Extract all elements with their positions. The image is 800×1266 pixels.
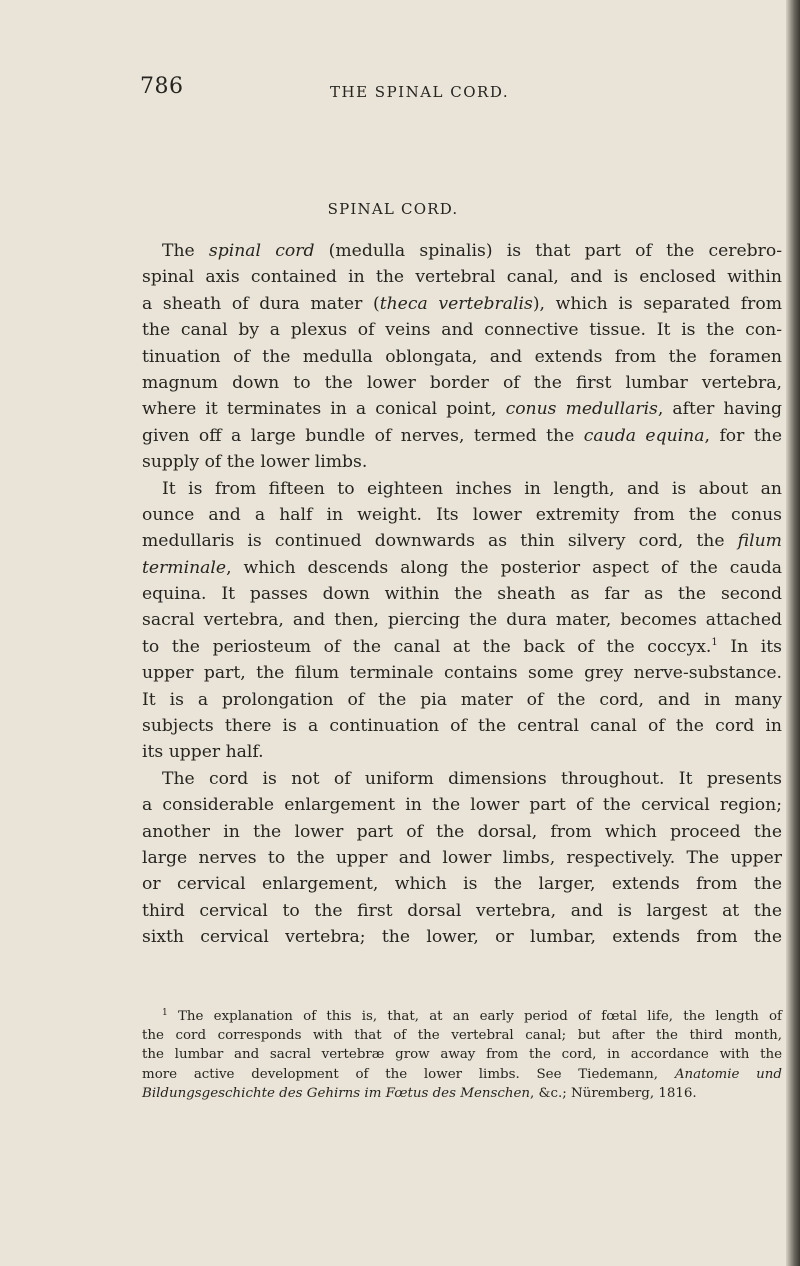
body-line (142, 924, 782, 950)
body-line (142, 845, 782, 871)
text-run: sixth cervical vertebra; the lower, or lumbar, extends from the (142, 927, 782, 948)
footnote-line (142, 1045, 782, 1064)
body-line (142, 687, 782, 713)
body-line (142, 291, 782, 317)
text-run: The (162, 241, 209, 261)
section-title: SPINAL CORD. (327, 200, 459, 218)
text-run: , &c.; Nüremberg, 1816. (530, 1085, 697, 1101)
body-line (142, 449, 782, 475)
footnote-marker: 1 (711, 636, 718, 648)
body-line (142, 344, 782, 370)
italic-term: terminale (142, 557, 227, 578)
body-line (142, 792, 782, 818)
body-line (142, 819, 782, 845)
italic-term: conus medullaris (505, 399, 658, 420)
body-line (142, 396, 782, 422)
body-line (142, 713, 782, 739)
text-run: its upper half. (142, 742, 264, 763)
text-run: a considerable enlargement in the lower part of the cervical region; (142, 795, 782, 816)
body-line (142, 238, 782, 264)
italic-term: spinal cord (208, 241, 315, 261)
text-run: the cord corresponds with that of the vertebral canal; but after the third month, (142, 1028, 782, 1044)
body-line (142, 502, 782, 528)
text-run: subjects there is a continuation of the central canal of the cord in (142, 716, 782, 737)
body-line (142, 264, 782, 290)
page-number: 786 (140, 74, 184, 99)
italic-term: filum (737, 531, 782, 552)
body-line (142, 528, 782, 554)
running-head: THE SPINAL CORD. (330, 83, 510, 101)
text-run: given off a large bundle of nerves, termed the (142, 425, 584, 446)
body-line (142, 476, 782, 502)
text-run: the lumbar and sacral vertebræ grow away from the cord, in accordance with the (142, 1047, 782, 1063)
body-line (142, 660, 782, 686)
text-run: The cord is not of uniform dimensions throughout. It presents (162, 768, 782, 789)
text-run: ), which is separated from (532, 293, 782, 314)
body-line (142, 317, 782, 343)
text-run: The explanation of this is, that, at an early period of fœtal life, the length of (167, 1009, 782, 1024)
text-run: (medulla spinalis) is that part of the cerebro- (314, 241, 783, 261)
page-edge-shadow (786, 0, 800, 1266)
text-run: , after having (657, 399, 782, 420)
footnote-line (142, 1084, 782, 1103)
body-line (142, 370, 782, 396)
body-line (142, 871, 782, 897)
text-run: medullaris is continued downwards as thin silvery cord, the (142, 531, 738, 552)
text-run: It is a prolongation of the pia mater of the cord, and in many (142, 689, 782, 710)
body-line (142, 739, 782, 765)
body-line (142, 607, 782, 633)
italic-term: cauda equina (583, 425, 705, 446)
text-run: another in the lower part of the dorsal, from which proceed the (142, 821, 782, 842)
body-line (142, 766, 782, 792)
text-run: a sheath of dura mater ( (142, 293, 380, 314)
italic-term: theca vertebralis (379, 293, 533, 314)
text-run: the canal by a plexus of veins and connective tissue. It is the con- (142, 320, 782, 341)
text-run: , which descends along the posterior aspect of the cauda (226, 557, 782, 578)
text-run: where it terminates in a conical point, (142, 399, 506, 420)
text-run: spinal axis contained in the vertebral canal, and is enclosed within (142, 267, 782, 288)
text-run: supply of the lower limbs. (142, 452, 368, 473)
text-run: It is from fifteen to eighteen inches in length, and is about an (162, 478, 782, 499)
footnote-line (142, 1065, 782, 1084)
italic-term: Anatomie und (674, 1066, 782, 1082)
text-run: magnum down to the lower border of the first lumbar vertebra, (142, 372, 782, 393)
text-run: equina. It passes down within the sheath as far as the second (142, 584, 782, 605)
footnote-line (142, 1007, 782, 1026)
text-run: or cervical enlargement, which is the larger, extends from the (142, 874, 782, 895)
text-run: more active development of the lower limbs. See Tiedemann, (142, 1066, 675, 1082)
body-line (142, 423, 782, 449)
body-line (142, 634, 782, 660)
body-line (142, 898, 782, 924)
text-run: tinuation of the medulla oblongata, and extends from the foramen (142, 346, 782, 367)
body-line (142, 581, 782, 607)
text-run: , for the (704, 425, 782, 446)
body-line (142, 555, 782, 581)
text-run: large nerves to the upper and lower limbs, respectively. The upper (142, 847, 782, 868)
footnote-line (142, 1026, 782, 1045)
footnote-marker: 1 (162, 1008, 168, 1018)
text-run: In its (717, 636, 782, 657)
text-run: third cervical to the first dorsal vertebra, and is largest at the (142, 900, 782, 921)
footnote (142, 1007, 782, 1103)
text-run: ounce and a half in weight. Its lower extremity from the conus (142, 504, 782, 525)
text-run: sacral vertebra, and then, piercing the dura mater, becomes attached (142, 610, 782, 631)
italic-term: Bildungsgeschichte des Gehirns im Fœtus des Menschen (142, 1085, 531, 1101)
body-text (142, 238, 782, 951)
text-run: upper part, the filum terminale contains some grey nerve-substance. (142, 663, 782, 684)
text-run: to the periosteum of the canal at the back of the coccyx. (142, 636, 712, 657)
